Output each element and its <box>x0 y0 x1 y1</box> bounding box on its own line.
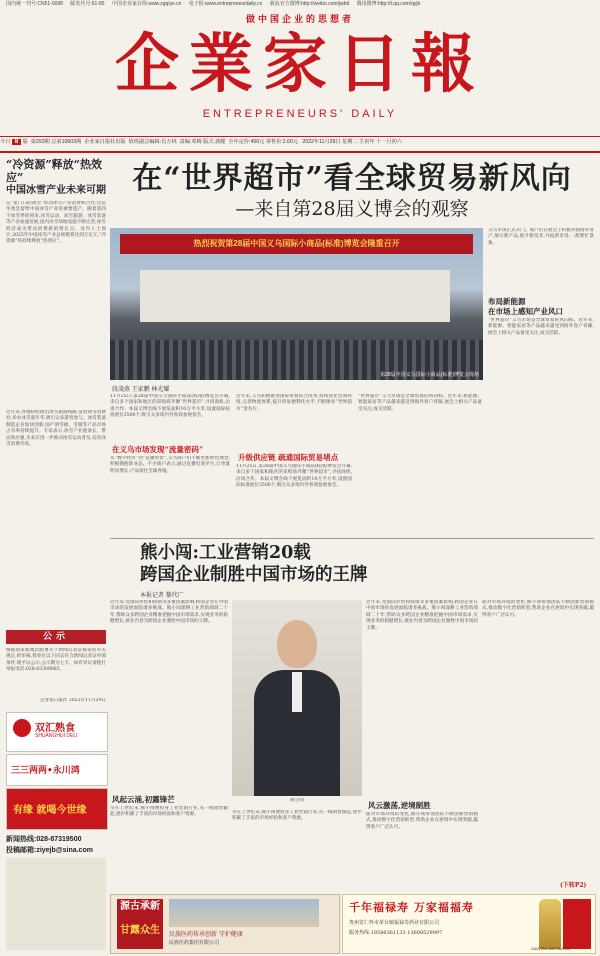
expo-banner: 热烈祝贺第28届中国义乌国际小商品(标准)博览会隆重召开 <box>120 234 473 254</box>
lead-body: 11月25日,第28届中国义乌国际小商品(标准)博览会开幕,来自多个国家和地区的采购商齐聚“世界超市”,寻找商机,洽谈合作。本届义博会线下展览面积10万平方米,设置国际标准展位3500个,吸引众多境内外客商参展参会。 <box>110 394 230 419</box>
notice-title: 公示 <box>6 630 106 644</box>
second-byline: 本报记者 黎代广 <box>140 593 184 599</box>
price: 全年定价:450元 零售价:2.00元 <box>228 139 299 145</box>
meta-item: 国内统一刊号:CN51-0098 <box>6 1 63 7</box>
shuanghui-ad[interactable] <box>6 712 108 752</box>
second-headline-line1: 熊小闯:工业营销20载 <box>140 543 311 563</box>
right-body-2: “世界超市”义乌市场是全球贸易的风向标。近年来,新能源、智能家居等产品越来越受到海外客户青睐,展会上相关产品备受关注,成交活跃。 <box>488 318 594 336</box>
brand-logo-icon <box>13 719 31 737</box>
portrait-caption: 熊小闯 <box>290 798 304 803</box>
face <box>277 620 317 668</box>
publisher: 企业家日报社出版 <box>84 139 126 145</box>
jinshiyuan-ad[interactable] <box>6 788 108 830</box>
lead-body-4: “世界超市”义乌市场是全球贸易的风向标。近年来,新能源、智能家居等产品越来越受到海外客户青睐,展会上相关产品备受关注,成交活跃。 <box>358 394 482 412</box>
page-count-badge: 8 <box>12 139 21 145</box>
bottom-ad-right[interactable] <box>342 894 596 954</box>
second-headline[interactable] <box>140 542 594 586</box>
shirt <box>292 672 302 712</box>
lead-body-2: 近年来,义乌积极推进国际贸易综合改革,持续优化营商环境,完善物流体系,提升贸易便利化水平,不断擦亮“世界超市”金名片。 <box>236 394 352 412</box>
divider <box>110 538 594 539</box>
photo-caption: 第28届中国义乌国际小商品(标准)博览会现场 <box>380 372 479 378</box>
second-body: 近年来,受国际形势和疫情等多重因素影响,跨国企业在中国市场的发展面临诸多挑战。熊小闯深耕工业营销领域二十年,帮助众多跨国企业精准把握中国市场需求,实现业务的稳健增长,被业内誉为跨国企业制胜中国市场的王牌。 <box>110 600 228 625</box>
notice-sign: 企业家日报社 2022年11月29日 <box>39 698 106 703</box>
ad-right-title: 千年福禄寿 万家福福寿 <box>349 901 474 914</box>
lead-headline[interactable]: 在“世界超市”看全球贸易新风向 <box>132 161 572 196</box>
continued-label[interactable]: (下转P2) <box>560 882 587 889</box>
left-body-2: 近年来,各地纷纷推出冰雪旅游线路,发放冰雪消费券,举办冰雪嘉年华,吸引众多游客参与。冰雪装备制造企业加快创新,国产滑雪板、雪服等产品市场占有率持续提升。专家表示,冰雪产业链条长、带动效应强,未来应进一步推动冰雪运动普及,培育冰雪消费市场。 <box>6 410 106 448</box>
divider <box>0 136 600 137</box>
lead-section-1-body: 从“数字经济”到“直播带货”,义乌商户们不断更新经营理念,积极拥抱新业态。不少商户表示,通过直播电商平台,订单量明显增长,产品销往全球各地。 <box>110 456 230 474</box>
lead-byline: 段凌燕 王家鹏 林光耀 <box>112 387 170 393</box>
left-body: 记“家门口的冰雪”带动冰雪产业消费和合作,这是冬奥会留给中国冰雪产业的重要遗产。随着第四个冰雪季的到来,冰雪运动、冰雪旅游、冰雪装备等产业加速发展,国内冰雪场地设施不断完善,冰雪经济成为带动消费新的增长点。业内人士预计,2025年中国冰雪产业总规模将达到万亿元,“冷资源”将持续释放“热效应”。 <box>6 201 106 245</box>
divider <box>0 151 600 153</box>
lead-section-2: 升级供应链 疏通国际贸易堵点 <box>238 453 339 462</box>
lead-body-3: 11月25日,第28届中国义乌国际小商品(标准)博览会开幕,来自多个国家和地区的采购商齐聚“世界超市”,寻找商机,洽谈合作。本届义博会线下展览面积10万平方米,设置国际标准展位3500个,吸引众多境内外客商参展参会。 <box>236 464 352 489</box>
left-headline[interactable]: “冷资源”释放“热效应” <box>6 158 102 184</box>
second-body-4: 面对市场环境的变化,熊小闯带领团队不断创新营销模式,推动数字化营销转型,帮助企业在逆境中实现突破,赢得客户广泛认可。 <box>482 600 594 618</box>
left-bottom-space <box>6 858 106 950</box>
ad-text: 三三两两•永川鸿 <box>11 766 80 776</box>
ad-left-photo <box>169 899 319 927</box>
ad-right-company: 贵州省仁怀市茅台镇福禄寿酒业有限公司 <box>349 920 440 926</box>
meta-item[interactable]: 新浪官方微博:http://weibo.com/jwbd <box>269 1 350 7</box>
hotline: 新闻热线:028-87319500 <box>6 836 82 843</box>
second-section-2: 风云激荡,逆境制胜 <box>368 801 431 810</box>
box-image <box>563 899 591 949</box>
ad-left-title-2: 甘露众生 <box>120 925 160 936</box>
notice-body: 根据国家新闻出版署关于新闻记者证核发的有关规定,经审核,我单位以下同志符合新闻记者证申领条件,现予以公示,公示期为七天。如有异议请拨打举报电话:028-63309885。 <box>6 648 106 673</box>
masthead-english: ENTREPRENEURS' DAILY <box>202 108 398 120</box>
right-section-head-2: 在市场上感知产业风口 <box>488 307 563 316</box>
second-section-2-body: 面对市场环境的变化,熊小闯带领团队不断创新营销模式,推动数字化营销转型,帮助企业在逆境中实现突破,赢得客户广泛认可。 <box>366 812 478 830</box>
left-column <box>6 158 106 636</box>
ad-brand: 双汇熟食 <box>35 723 75 734</box>
lead-photo[interactable] <box>110 228 483 380</box>
second-body-3: 近年来,受国际形势和疫情等多重因素影响,跨国企业在中国市场的发展面临诸多挑战。熊小闯深耕工业营销领域二十年,帮助众多跨国企业精准把握中国市场需求,实现业务的稳健增长,被业内誉为跨国企业制胜中国市场的王牌。 <box>366 600 478 631</box>
right-body: 义乌市场正式开门。商户们在展会上积极对接海外客户,展示新产品,推介新技术,开拓新市场,一派繁忙景象。 <box>488 228 594 246</box>
page-unit: 版 <box>22 139 28 145</box>
second-section-1-body: 早在上世纪末,熊小闯便投身工业营销行业,从一线销售做起,逐步积累了丰富的市场经验和客户资源。 <box>110 806 228 818</box>
meta-item: 邮发代号:61-85 <box>70 1 105 7</box>
masthead-logo: 企業家日報 <box>115 27 485 102</box>
expo-building <box>140 270 450 322</box>
second-section-1: 风起云涌,初露锋芒 <box>112 795 175 804</box>
top-meta-bar <box>0 0 600 10</box>
ad-brand-en: SHUANGHUI DELI <box>35 733 78 739</box>
yongchuan-ad[interactable] <box>6 754 108 786</box>
meta-item[interactable]: 电子报:www.entrepreneurdaily.cn <box>188 1 263 7</box>
lead-section-1: 在义乌市场发现“流量密码” <box>112 445 204 454</box>
ad-right-phone: 服务热线:18586361133 13608529997 <box>349 930 443 936</box>
ad-right-brand: GUIZHOU MAOTAIZHEN <box>531 947 571 951</box>
editor: 值班副总编辑:肖万林 <box>128 139 177 145</box>
portrait-photo[interactable] <box>232 600 362 796</box>
slogan: 做中国企业的思想者 <box>245 15 354 25</box>
second-body-2: 早在上世纪末,熊小闯便投身工业营销行业,从一线销售做起,逐步积累了丰富的市场经验和客户资源。 <box>232 810 362 822</box>
lead-subheadline: —来自第28届义博会的观察 <box>235 198 469 220</box>
second-headline-line2: 跨国企业制胜中国市场的王牌 <box>140 565 368 585</box>
meta-item[interactable]: 中国企业家在线:www.zgqiye.cn <box>111 1 182 7</box>
email[interactable]: 投稿邮箱:ziyejb@sina.com <box>6 847 93 854</box>
info-bar <box>0 138 600 150</box>
ad-left-body: 民族医药传承创新 守护健康 <box>169 931 243 938</box>
staff: 责编:邓梅 版式:龚健 <box>179 139 226 145</box>
bottle-image <box>539 899 561 949</box>
ad-text: 有缘 就喝今世缘 <box>13 805 87 816</box>
today-label: 今日 <box>0 139 11 145</box>
left-subheadline[interactable]: 中国冰雪产业未来可期 <box>6 185 106 196</box>
issue-number: 第293期 总第10603期 <box>30 139 82 145</box>
ad-left-company: 民族医药集团有限公司 <box>169 940 220 946</box>
right-section-head: 布局新能源 <box>488 297 526 306</box>
meta-item[interactable]: 腾讯微博:http://t.qq.com/qyjb <box>356 1 421 7</box>
issue-date: 2022年11月29日 星期二 壬寅年 十一月初六 <box>302 139 402 145</box>
bottom-ad-left[interactable] <box>110 894 340 954</box>
ad-left-title: 源古承新 <box>120 901 160 912</box>
